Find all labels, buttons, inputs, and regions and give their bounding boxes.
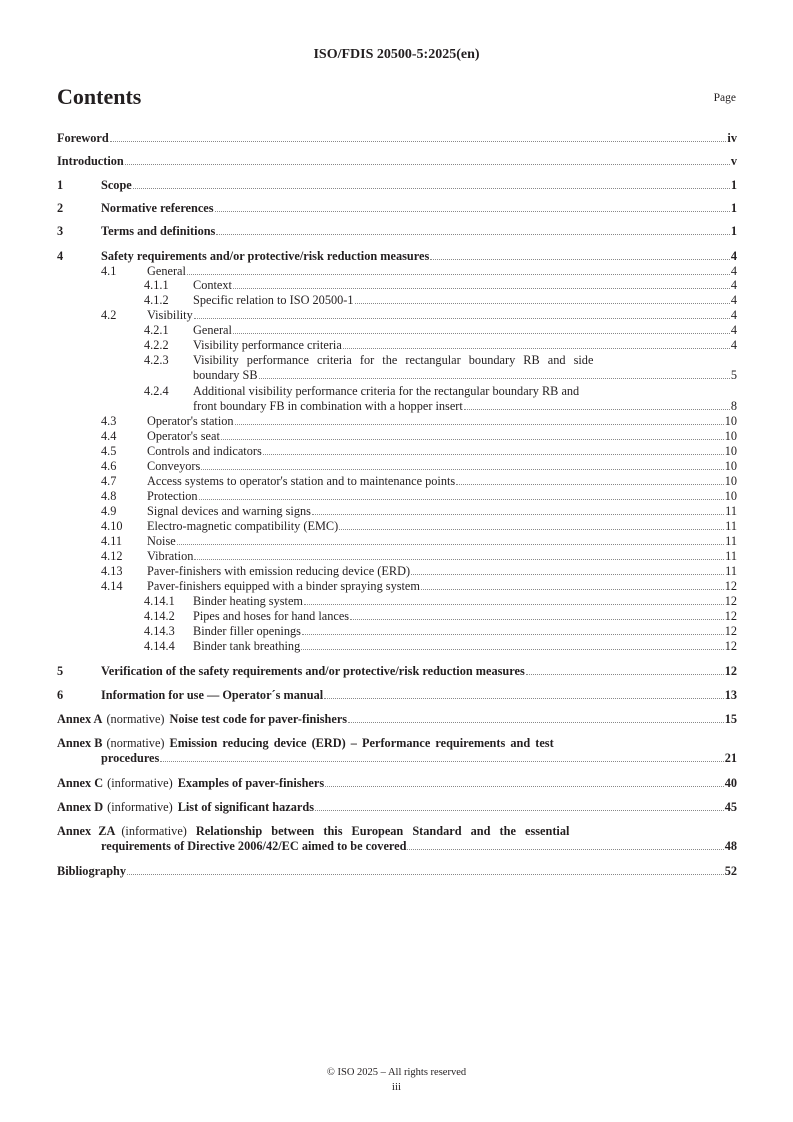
toc-entry-page: 4 <box>730 338 737 352</box>
toc-entry-number: 4.14.1 <box>144 594 175 608</box>
dot-leader <box>325 785 724 787</box>
toc-entry-text: Additional visibility performance criteria for the rectangular boundary RB and <box>193 384 580 398</box>
dot-leader <box>304 603 724 605</box>
toc-entry-page: 12 <box>724 594 737 608</box>
toc-entry-text: Bibliography <box>57 864 127 878</box>
annex-title: Emission reducing device (ERD) – Performance requirements and test <box>169 736 554 750</box>
toc-entry-4-14-3[interactable] <box>57 624 737 638</box>
toc-entry-4-12[interactable] <box>57 549 737 563</box>
toc-entry-4-5[interactable] <box>57 444 737 458</box>
dot-leader <box>456 483 724 485</box>
dot-leader <box>235 423 724 425</box>
toc-entry-page: 21 <box>724 751 737 765</box>
toc-entry-page: 4 <box>730 323 737 337</box>
toc-entry-number: 4.3 <box>101 414 117 428</box>
toc-entry-number: 4.2 <box>101 308 117 322</box>
toc-entry-text: Pipes and hoses for hand lances <box>193 609 350 623</box>
toc-entry-number: 4 <box>57 249 64 263</box>
dot-leader <box>233 287 730 289</box>
dot-leader <box>312 513 724 515</box>
toc-entry-text: Binder tank breathing <box>193 639 301 653</box>
toc-entry-text: Visibility performance criteria for the rectangular boundary RB and side <box>193 353 594 367</box>
toc-entry-page: 13 <box>724 688 737 702</box>
dot-leader <box>343 347 730 349</box>
toc-entry-4-13[interactable] <box>57 564 737 578</box>
toc-entry-page: 4 <box>730 293 737 307</box>
toc-entry-number: 4.13 <box>101 564 123 578</box>
toc-entry-text: Vibration <box>147 549 194 563</box>
toc-entry-4-2-3-line2[interactable] <box>57 368 737 382</box>
toc-entry-number: 4.14 <box>101 579 123 593</box>
dot-leader <box>526 673 724 675</box>
annex-label: Annex A <box>57 712 103 726</box>
toc-entry-number: 4.4 <box>101 429 117 443</box>
toc-entry-page: 40 <box>724 776 737 790</box>
toc-entry-introduction[interactable] <box>57 154 737 168</box>
toc-entry-4-2-3-line1[interactable] <box>57 353 737 367</box>
dot-leader <box>407 848 723 850</box>
toc-entry-text: Binder heating system <box>193 594 303 608</box>
toc-entry-text: Verification of the safety requirements and/or protective/risk reduction measures <box>101 664 525 678</box>
toc-entry-page: 10 <box>724 459 737 473</box>
toc-entry-text: front boundary FB in combination with a hopper insert <box>193 399 463 413</box>
toc-entry-verification[interactable] <box>57 664 737 678</box>
toc-entry-normative-references[interactable] <box>57 201 737 215</box>
toc-entry-number: 4.1.2 <box>144 293 169 307</box>
page-column-label: Page <box>713 92 736 104</box>
toc-entry-number: 4.2.1 <box>144 323 169 337</box>
dot-leader <box>127 873 724 875</box>
toc-entry-page: 1 <box>730 201 737 215</box>
toc-entry-safety-requirements[interactable] <box>57 249 737 263</box>
toc-entry-page: iv <box>727 131 737 145</box>
toc-entry-page: 12 <box>724 609 737 623</box>
toc-entry-4-14-1[interactable] <box>57 594 737 608</box>
dot-leader <box>324 697 724 699</box>
toc-entry-4-7[interactable] <box>57 474 737 488</box>
toc-entry-scope[interactable] <box>57 178 737 192</box>
toc-entry-number: 3 <box>57 224 64 238</box>
toc-entry-page: 10 <box>724 429 737 443</box>
dot-leader <box>421 588 724 590</box>
toc-entry-4-4[interactable] <box>57 429 737 443</box>
toc-entry-text: Safety requirements and/or protective/risk reduction measures <box>101 249 430 263</box>
toc-entry-number: 4.14.2 <box>144 609 175 623</box>
annex-type: (normative) <box>106 736 165 750</box>
toc-entry-page: 12 <box>724 639 737 653</box>
toc-entry-text: Noise <box>147 534 176 548</box>
dot-leader <box>263 453 724 455</box>
toc-entry-page: 10 <box>724 474 737 488</box>
toc-entry-4-14-4[interactable] <box>57 639 737 653</box>
dot-leader <box>177 543 724 545</box>
toc-entry-number: 4.12 <box>101 549 123 563</box>
toc-entry-text: Access systems to operator's station and to maintenance points <box>147 474 456 488</box>
dot-leader <box>233 332 730 334</box>
toc-entry-text: boundary SB <box>193 368 258 382</box>
toc-entry-text: Conveyors <box>147 459 201 473</box>
toc-entry-4-8[interactable] <box>57 489 737 503</box>
dot-leader <box>133 187 730 189</box>
toc-entry-terms-definitions[interactable] <box>57 224 737 238</box>
annex-label: Annex D <box>57 800 104 814</box>
toc-entry-4-2-1[interactable] <box>57 323 737 337</box>
toc-entry-page: 10 <box>724 444 737 458</box>
toc-entry-page: 45 <box>724 800 737 814</box>
dot-leader <box>302 633 724 635</box>
toc-entry-number: 4.14.4 <box>144 639 175 653</box>
dot-leader <box>411 573 724 575</box>
toc-entry-number: 4.10 <box>101 519 123 533</box>
annex-title: Noise test code for paver-finishers <box>169 712 348 726</box>
toc-entry-text: General <box>193 323 232 337</box>
annex-title: List of significant hazards <box>177 800 314 814</box>
dot-leader <box>199 498 724 500</box>
toc-entry-page: 52 <box>724 864 737 878</box>
toc-entry-text: Operator's station <box>147 414 234 428</box>
toc-entry-4-2-4-line1[interactable] <box>57 384 737 398</box>
toc-entry-page: v <box>730 154 737 168</box>
toc-entry-text: Specific relation to ISO 20500-1 <box>193 293 354 307</box>
page-number: iii <box>391 1081 402 1093</box>
toc-entry-text: Information for use — Operator´s manual <box>101 688 324 702</box>
dot-leader <box>301 648 723 650</box>
dot-leader <box>201 468 723 470</box>
toc-entry-number: 5 <box>57 664 64 678</box>
toc-entry-text: Paver-finishers equipped with a binder spraying system <box>147 579 420 593</box>
toc-entry-number: 4.1.1 <box>144 278 169 292</box>
toc-entry-page: 11 <box>725 534 737 548</box>
toc-entry-4-10[interactable] <box>57 519 737 533</box>
dot-leader <box>430 258 730 260</box>
annex-type: (informative) <box>107 776 173 790</box>
toc-entry-information-for-use[interactable] <box>57 688 737 702</box>
toc-entry-4-6[interactable] <box>57 459 737 473</box>
toc-entry-page: 15 <box>724 712 737 726</box>
annex-title: procedures <box>101 751 160 765</box>
toc-entry-annex-b-line1[interactable] <box>57 736 737 750</box>
toc-entry-annex-c[interactable] <box>57 776 737 790</box>
toc-entry-number: 2 <box>57 201 64 215</box>
toc-entry-text: Paver-finishers with emission reducing device (ERD) <box>147 564 411 578</box>
toc-entry-4-11[interactable] <box>57 534 737 548</box>
toc-entry-page: 11 <box>725 519 737 533</box>
toc-entry-page: 8 <box>730 399 737 413</box>
toc-entry-text: Context <box>193 278 232 292</box>
toc-entry-number: 4.7 <box>101 474 117 488</box>
toc-entry-page: 4 <box>730 278 737 292</box>
toc-entry-text: General <box>147 264 186 278</box>
toc-entry-4-1-1[interactable] <box>57 278 737 292</box>
dot-leader <box>187 273 730 275</box>
annex-label: Annex ZA <box>57 824 116 838</box>
toc-entry-4-1[interactable] <box>57 264 737 278</box>
toc-entry-annex-a[interactable] <box>57 712 737 726</box>
toc-entry-page: 10 <box>724 414 737 428</box>
toc-entry-annex-za-line2[interactable] <box>57 839 737 853</box>
toc-entry-number: 4.2.3 <box>144 353 169 367</box>
annex-title: Examples of paver-finishers <box>177 776 325 790</box>
dot-leader <box>315 809 724 811</box>
dot-leader <box>216 233 730 235</box>
toc-entry-page: 4 <box>730 249 737 263</box>
toc-entry-4-14-2[interactable] <box>57 609 737 623</box>
toc-entry-number: 4.2.4 <box>144 384 169 398</box>
toc-entry-text: Controls and indicators <box>147 444 262 458</box>
toc-entry-number: 4.2.2 <box>144 338 169 352</box>
copyright-notice: © ISO 2025 – All rights reserved <box>326 1067 467 1078</box>
toc-entry-page: 5 <box>730 368 737 382</box>
dot-leader <box>215 210 730 212</box>
dot-leader <box>464 408 730 410</box>
contents-title: Contents <box>57 84 142 109</box>
dot-leader <box>194 558 724 560</box>
toc-entry-page: 10 <box>724 489 737 503</box>
toc-entry-bibliography[interactable] <box>57 864 737 878</box>
dot-leader <box>259 377 730 379</box>
dot-leader <box>194 317 730 319</box>
toc-entry-text: Signal devices and warning signs <box>147 504 311 518</box>
toc-entry-foreword[interactable] <box>57 131 737 145</box>
toc-entry-number: 4.9 <box>101 504 117 518</box>
toc-entry-number: 4.11 <box>101 534 123 548</box>
toc-entry-text: Visibility performance criteria <box>193 338 342 352</box>
toc-entry-number: 4.6 <box>101 459 117 473</box>
toc-entry-text: Operator's seat <box>147 429 220 443</box>
toc-entry-number: 4.1 <box>101 264 117 278</box>
toc-entry-text: Scope <box>101 178 132 192</box>
toc-entry-number: 4.5 <box>101 444 117 458</box>
toc-entry-number: 6 <box>57 688 64 702</box>
toc-entry-page: 12 <box>724 624 737 638</box>
toc-entry-text: Introduction <box>57 154 124 168</box>
toc-entry-page: 48 <box>724 839 737 853</box>
toc-entry-text: Visibility <box>147 308 193 322</box>
dot-leader <box>339 528 724 530</box>
toc-entry-number: 1 <box>57 178 64 192</box>
toc-entry-page: 12 <box>724 664 737 678</box>
annex-type: (informative) <box>121 824 187 838</box>
toc-entry-4-9[interactable] <box>57 504 737 518</box>
toc-entry-4-14[interactable] <box>57 579 737 593</box>
toc-entry-text: Electro-magnetic compatibility (EMC) <box>147 519 339 533</box>
toc-entry-annex-za-line1[interactable] <box>57 824 737 838</box>
toc-entry-page: 11 <box>725 549 737 563</box>
toc-entry-annex-d[interactable] <box>57 800 737 814</box>
annex-title: Relationship between this European Standard and the essential <box>195 824 570 838</box>
toc-entry-page: 11 <box>725 504 737 518</box>
toc-entry-4-1-2[interactable] <box>57 293 737 307</box>
toc-entry-number: 4.8 <box>101 489 117 503</box>
toc-entry-page: 12 <box>724 579 737 593</box>
dot-leader <box>348 721 724 723</box>
toc-entry-4-2-2[interactable] <box>57 338 737 352</box>
toc-entry-text: Normative references <box>101 201 214 215</box>
dot-leader <box>160 760 723 762</box>
toc-entry-page: 1 <box>730 224 737 238</box>
toc-entry-page: 1 <box>730 178 737 192</box>
dot-leader <box>350 618 724 620</box>
dot-leader <box>355 302 730 304</box>
toc-entry-annex-b-line2[interactable] <box>57 751 737 765</box>
page-footer <box>0 1067 793 1093</box>
annex-type: (normative) <box>106 712 165 726</box>
toc-entry-number: 4.14.3 <box>144 624 175 638</box>
dot-leader <box>125 163 730 165</box>
document-id-header: ISO/FDIS 20500-5:2025(en) <box>313 47 480 62</box>
annex-title: requirements of Directive 2006/42/EC aimed to be covered <box>101 839 407 853</box>
toc-entry-page: 4 <box>730 308 737 322</box>
annex-label: Annex C <box>57 776 104 790</box>
toc-entry-4-2[interactable] <box>57 308 737 322</box>
annex-label: Annex B <box>57 736 103 750</box>
toc-entry-page: 11 <box>725 564 737 578</box>
toc-entry-page: 4 <box>730 264 737 278</box>
dot-leader <box>221 438 724 440</box>
toc-entry-4-3[interactable] <box>57 414 737 428</box>
toc-entry-text: Binder filler openings <box>193 624 301 638</box>
annex-type: (informative) <box>107 800 173 814</box>
toc-entry-text: Foreword <box>57 131 109 145</box>
toc-entry-text: Terms and definitions <box>101 224 216 238</box>
dot-leader <box>110 140 727 142</box>
toc-entry-4-2-4-line2[interactable] <box>57 399 737 413</box>
toc-entry-text: Protection <box>147 489 198 503</box>
